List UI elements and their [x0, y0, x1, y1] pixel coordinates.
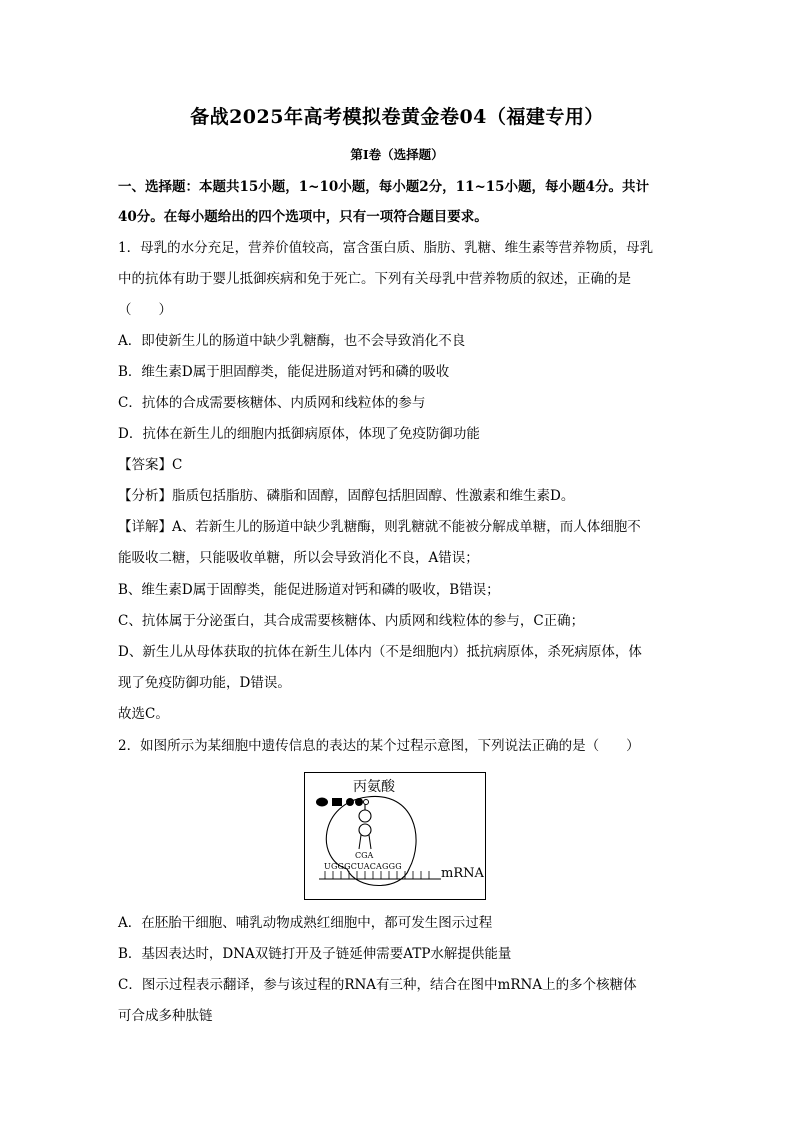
- q1-detail-line-2: 能吸收二糖，只能吸收单糖，所以会导致消化不良，A错误；: [118, 550, 479, 566]
- ribosome-shape: [326, 796, 416, 885]
- q1-detail-line-6: 现了免疫防御功能，D错误。: [118, 675, 291, 691]
- amino-acid-bead-3: [346, 798, 354, 806]
- q1-option-b: B．维生素D属于胆固醇类，能促进肠道对钙和磷的吸收: [118, 364, 450, 380]
- q1-stem-line-2: 中的抗体有助于婴儿抵御疾病和免于死亡。下列有关母乳中营养物质的叙述，正确的是: [118, 271, 631, 287]
- mrna-sequence-label: UGGGCUACAGGG: [324, 862, 402, 871]
- q2-option-c-line-2: 可合成多种肽链: [118, 1008, 213, 1024]
- q1-option-d: D．抗体在新生儿的细胞内抵御病原体，体现了免疫防御功能: [118, 426, 480, 442]
- q1-detail-line-5: D、新生儿从母体获取的抗体在新生儿体内（不是细胞内）抵抗病原体，杀死病原体，体: [118, 644, 642, 660]
- trna-arm-left: [359, 835, 361, 849]
- amino-acid-bead-2: [332, 798, 342, 806]
- q1-stem-line-3: （ ）: [118, 302, 172, 318]
- q1-option-a: A．即使新生儿的肠道中缺少乳糖酶，也不会导致消化不良: [118, 333, 466, 349]
- page-title: 备战2025年高考模拟卷黄金卷04（福建专用）: [190, 106, 604, 128]
- instructions-line-1: 一、选择题：本题共15小题，1~10小题，每小题2分，11~15小题，每小题4分。共计: [118, 179, 649, 195]
- amino-acid-bead-1: [316, 798, 328, 807]
- trna-top-loop: [359, 810, 371, 822]
- instructions-line-2: 40分。在每小题给出的四个选项中，只有一项符合题目要求。: [118, 209, 488, 225]
- q1-stem-line-1: 1．母乳的水分充足，营养价值较高，富含蛋白质、脂肪、乳糖、维生素等营养物质，母乳: [118, 240, 654, 256]
- trna-bottom-loop: [359, 824, 371, 836]
- q1-detail-line-3: B、维生素D属于固醇类，能促进肠道对钙和磷的吸收，B错误；: [118, 582, 500, 598]
- amino-acid-site: [364, 800, 369, 805]
- q2-stem: 2．如图所示为某细胞中遗传信息的表达的某个过程示意图，下列说法正确的是（ ）: [118, 738, 640, 754]
- q2-option-a: A．在胚胎干细胞、哺乳动物成熟红细胞中，都可发生图示过程: [118, 915, 493, 931]
- base-pair-lines: [325, 871, 429, 879]
- translation-diagram: [304, 772, 486, 900]
- q1-analysis: 【分析】脂质包括脂肪、磷脂和固醇，固醇包括胆固醇、性激素和维生素D。: [118, 488, 575, 504]
- q2-option-b: B．基因表达时，DNA双链打开及子链延伸需要ATP水解提供能量: [118, 946, 512, 962]
- trna-arm-right: [369, 835, 371, 849]
- q1-answer: 【答案】C: [118, 457, 183, 473]
- section-title: 第I卷（选择题）: [350, 147, 444, 162]
- amino-acid-label: 丙氨酸: [353, 779, 395, 795]
- q1-option-c: C．抗体的合成需要核糖体、内质网和线粒体的参与: [118, 395, 426, 411]
- q1-detail-line-1: 【详解】A、若新生儿的肠道中缺少乳糖酶，则乳糖就不能被分解成单糖，而人体细胞不: [118, 519, 641, 535]
- q2-option-c-line-1: C．图示过程表示翻译，参与该过程的RNA有三种，结合在图中mRNA上的多个核糖体: [118, 977, 637, 993]
- mrna-label: mRNA: [441, 866, 484, 881]
- q1-conclusion: 故选C。: [118, 706, 169, 722]
- anticodon-label: CGA: [355, 851, 374, 860]
- translation-diagram-svg: [305, 773, 485, 899]
- q1-detail-line-4: C、抗体属于分泌蛋白，其合成需要核糖体、内质网和线粒体的参与，C正确；: [118, 613, 585, 629]
- amino-acid-bead-4: [355, 798, 363, 806]
